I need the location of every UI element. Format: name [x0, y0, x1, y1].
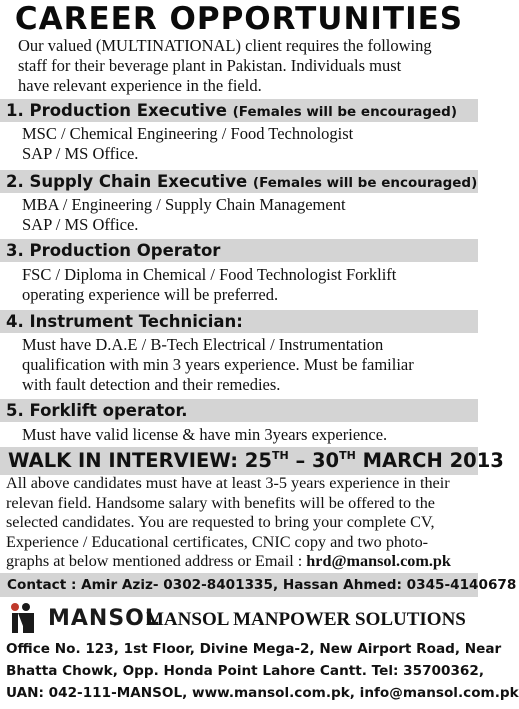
application-details	[6, 474, 472, 572]
requirement-line: SAP / MS Office.	[22, 144, 139, 163]
logo-wordmark: MANSOL	[48, 606, 160, 631]
details-line: relevan field. Handsome salary with benefits will be offered to the	[6, 493, 435, 512]
position-requirements	[22, 195, 462, 235]
position-heading-forklift-operator	[0, 399, 478, 422]
intro-line: Our valued (MULTINATIONAL) client requires the following	[18, 36, 432, 55]
position-title: 2. Supply Chain Executive	[6, 172, 248, 191]
intro-line: have relevant experience in the field.	[18, 76, 262, 95]
company-name: MANSOL MANPOWER SOLUTIONS	[146, 609, 466, 630]
position-heading-instrument-technician	[0, 310, 478, 333]
requirement-line: operating experience will be preferred.	[22, 285, 279, 304]
ad-title: CAREER OPPORTUNITIES	[14, 1, 464, 37]
requirement-line: with fault detection and their remedies.	[22, 375, 281, 394]
walk-in-label: WALK IN INTERVIEW: 25	[8, 449, 272, 472]
details-line: All above candidates must have at least 3-5 years experience in their	[6, 474, 450, 492]
office-address	[6, 638, 519, 704]
position-note: (Females will be encouraged)	[252, 175, 478, 191]
requirement-line: qualification with min 3 years experience. Must be familiar	[22, 355, 414, 374]
position-requirements	[22, 265, 462, 305]
details-line: Experience / Educational certificates, CNIC copy and two photo-	[6, 532, 429, 551]
position-heading-production-operator	[0, 239, 478, 262]
position-title: 5. Forklift operator.	[6, 401, 188, 420]
ordinal-suffix: TH	[271, 449, 289, 462]
requirement-line: SAP / MS Office.	[22, 215, 139, 234]
position-requirements	[22, 124, 462, 164]
position-heading-production-executive	[0, 99, 478, 122]
intro-text	[18, 36, 463, 96]
date-separator: – 30	[288, 449, 340, 472]
position-title: 4. Instrument Technician:	[6, 312, 243, 331]
requirement-line: FSC / Diploma in Chemical / Food Technologist Forklift	[22, 265, 397, 284]
address-line: UAN: 042-111-MANSOL, www.mansol.com.pk, info@mansol.com.pk	[6, 685, 519, 701]
requirement-line: MSC / Chemical Engineering / Food Technologist	[22, 124, 354, 143]
position-requirements	[22, 425, 462, 445]
position-title: 1. Production Executive	[6, 101, 227, 120]
address-line: Bhatta Chowk, Opp. Honda Point Lahore Cantt. Tel: 35700362,	[6, 663, 484, 679]
details-line	[6, 552, 472, 572]
contact-bar: Contact : Amir Aziz- 0302-8401335, Hassan Ahmed: 0345-4140678	[0, 573, 478, 597]
position-requirements	[22, 335, 462, 395]
company-branding	[0, 598, 478, 638]
ordinal-suffix: TH	[339, 449, 356, 462]
mansol-logo-icon	[6, 602, 46, 634]
requirement-line: Must have valid license & have min 3years experience.	[22, 425, 388, 444]
requirement-line: Must have D.A.E / B-Tech Electrical / Instrumentation	[22, 335, 384, 354]
walk-in-interview-banner	[0, 447, 504, 475]
details-text: graphs at below mentioned address or Email :	[6, 552, 307, 570]
month-year: MARCH 2013	[355, 449, 504, 472]
position-title: 3. Production Operator	[6, 241, 221, 260]
email-link[interactable]: hrd@mansol.com.pk	[306, 552, 451, 570]
position-heading-supply-chain-executive	[0, 170, 478, 193]
position-note: (Females will be encouraged)	[232, 104, 457, 120]
details-line: selected candidates. You are requested to bring your complete CV,	[6, 513, 435, 531]
intro-line: staff for their beverage plant in Pakistan. Individuals must	[18, 56, 402, 75]
requirement-line: MBA / Engineering / Supply Chain Management	[22, 195, 346, 214]
address-line: Office No. 123, 1st Floor, Divine Mega-2, New Airport Road, Near	[6, 641, 502, 657]
